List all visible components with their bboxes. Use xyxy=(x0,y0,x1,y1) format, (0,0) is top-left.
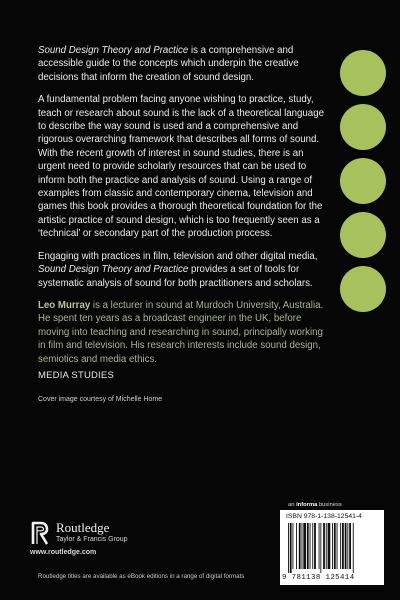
barcode-bar xyxy=(312,523,313,569)
barcode-icon xyxy=(286,523,378,573)
blurb-column xyxy=(38,44,326,375)
book-title-italic: Sound Design Theory and Practice xyxy=(38,45,189,56)
publisher-website: www.routledge.com xyxy=(30,549,97,556)
barcode-bar xyxy=(314,523,316,569)
barcode-bar xyxy=(323,523,325,569)
barcode-bar xyxy=(288,523,289,573)
barcode-bar xyxy=(293,523,294,569)
barcode-panel xyxy=(280,510,384,585)
barcode-bar xyxy=(340,523,341,569)
green-circle xyxy=(340,158,386,204)
author-bio xyxy=(38,299,326,366)
book-title-italic-2: Sound Design Theory and Practice xyxy=(38,264,189,276)
barcode-bar xyxy=(337,523,338,569)
barcode-bar xyxy=(299,523,301,569)
green-circle xyxy=(340,266,386,312)
barcode-bar xyxy=(347,523,348,569)
barcode-bar xyxy=(302,523,303,569)
blurb-paragraph-1 xyxy=(38,44,326,84)
barcode-bar xyxy=(290,523,292,573)
barcode-bar xyxy=(342,523,344,569)
barcode-bar xyxy=(349,523,351,569)
blurb-paragraph-3-text: provides a set of tools for systematic analysis of sound for both practitioners and scholars. xyxy=(38,264,313,289)
subject-category: MEDIA STUDIES xyxy=(38,370,114,381)
publisher-group: Taylor & Francis Group xyxy=(56,536,128,543)
blurb-paragraph-3 xyxy=(38,250,326,290)
green-circle xyxy=(340,212,386,258)
author-name: Leo Murray xyxy=(38,299,91,311)
barcode-digits: 9 781138 125414 xyxy=(282,574,355,582)
author-bio-text: is a lecturer in sound at Murdoch University, Australia. He spent ten years as a broadcast engineer in the UK, before moving into teaching and researching in sound, principally working in film and television. His research interests include sound design, semiotics and media ethics. xyxy=(38,299,324,365)
routledge-logo-icon xyxy=(30,520,50,546)
barcode-bar xyxy=(345,523,347,569)
barcode-bar xyxy=(353,523,354,573)
green-circle xyxy=(340,50,386,96)
barcode-bar xyxy=(332,523,333,569)
cover-credit: Cover image courtesy of Michelle Home xyxy=(38,396,163,403)
publisher-block xyxy=(30,518,230,558)
ebook-availability-note: Routledge titles are available as eBook editions in a range of digital formats xyxy=(38,573,245,580)
barcode-bar xyxy=(326,523,327,569)
blurb-paragraph-2: A fundamental problem facing anyone wishing to practice, study, teach or research about sound is the lack of a theoretical language to describe the way sound is used and a comprehensive and rigorous overarching framework that describes all forms of sound. With the recent growth of interest in sound studies, there is an urgent need to provide scholarly resources that can be used to inform both the practice and analysis of sound. Using a range of examples from classic and contemporary cinema, television and games this book provides a thorough theoretical foundation for the artistic practice of sound design, which is too frequently seen as a ‘technical’ or secondary part of the production process. xyxy=(38,94,324,240)
publisher-name: Routledge xyxy=(56,520,110,535)
business-prefix: an xyxy=(288,502,297,508)
isbn-label: ISBN 978-1-138-12541-4 xyxy=(286,513,362,520)
business-suffix: business xyxy=(317,502,342,508)
blurb-paragraph-1-text: is a comprehensive and accessible guide to the concepts which underpin the creative decisions that inform the creation of sound design. xyxy=(38,45,299,83)
barcode-bar xyxy=(307,523,309,569)
barcode-bar xyxy=(320,523,321,573)
barcode-bar xyxy=(319,523,320,569)
barcode-bar xyxy=(296,523,297,569)
business-brand: informa xyxy=(296,502,318,508)
green-circle xyxy=(340,104,386,150)
blurb-paragraph-3-start: Engaging with practices in film, television and other digital media, xyxy=(38,250,318,262)
barcode-bar xyxy=(310,523,311,569)
barcode-bar xyxy=(303,523,306,569)
barcode-bar xyxy=(328,523,331,569)
barcode-bar xyxy=(334,523,336,569)
informa-business-tag xyxy=(288,502,342,508)
